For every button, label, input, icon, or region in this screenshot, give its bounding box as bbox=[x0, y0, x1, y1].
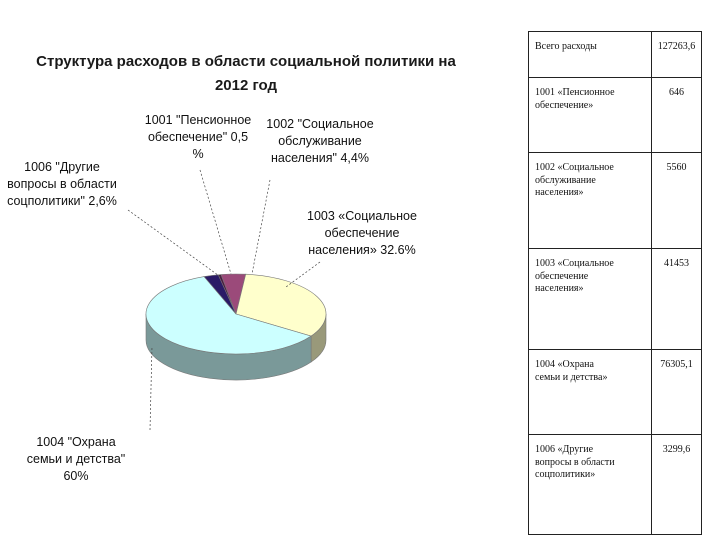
row-value: 646 bbox=[652, 78, 702, 153]
row-value: 5560 bbox=[652, 153, 702, 249]
pie-slices bbox=[146, 274, 326, 354]
table-row bbox=[529, 32, 702, 78]
leader-line-1002 bbox=[252, 180, 270, 274]
slice-label-1004: семьи и детства" bbox=[26, 452, 126, 466]
row-name-line: населения» bbox=[535, 187, 584, 198]
table-row bbox=[529, 350, 702, 435]
slice-label-1004: 1004 "Охрана bbox=[36, 435, 116, 449]
row-name-line: населения» bbox=[535, 283, 584, 294]
slice-label-1001: 1001 "Пенсионное bbox=[144, 113, 252, 127]
slice-label-1003: 1003 «Социальное bbox=[307, 209, 417, 223]
table-row bbox=[529, 153, 702, 249]
slice-label-1002: 1002 "Социальное bbox=[266, 117, 374, 131]
table-row bbox=[529, 249, 702, 350]
row-name-line: 1001 «Пенсионное bbox=[535, 87, 615, 98]
slice-label-1001: % bbox=[192, 147, 204, 161]
leader-line-1001 bbox=[200, 170, 231, 274]
row-name-line: 1002 «Социальное bbox=[535, 162, 614, 173]
leader-line-1004 bbox=[150, 346, 152, 430]
row-name bbox=[529, 435, 652, 535]
chart-title-line-2: 2012 год bbox=[214, 77, 278, 94]
slice-label-1003: обеспечение bbox=[324, 226, 400, 240]
row-name-line: 1006 «Другие bbox=[535, 444, 594, 455]
slice-label-1003: населения» 32.6% bbox=[308, 243, 416, 257]
row-value: 41453 bbox=[652, 249, 702, 350]
slice-label-1006: 1006 "Другие bbox=[24, 160, 100, 174]
expenses-table bbox=[528, 31, 702, 535]
row-name-line: 1004 «Охрана bbox=[535, 359, 594, 370]
row-name-line: соцполитики» bbox=[535, 469, 596, 480]
slice-label-1004: 60% bbox=[63, 469, 89, 483]
slice-label-1001: обеспечение" 0,5 bbox=[147, 130, 249, 144]
row-name bbox=[529, 249, 652, 350]
row-value: 3299,6 bbox=[652, 435, 702, 535]
row-name-line: Всего расходы bbox=[535, 41, 597, 52]
chart-title-line-1: Структура расходов в области социальной политики на bbox=[36, 53, 456, 70]
row-name-line: обслуживание bbox=[535, 174, 596, 186]
table-row bbox=[529, 78, 702, 153]
slice-label-1006: вопросы в области bbox=[7, 177, 117, 191]
row-name-line: обеспечение» bbox=[535, 99, 594, 111]
slice-label-1002: обслуживание bbox=[278, 134, 362, 148]
table-row bbox=[529, 435, 702, 535]
row-name-line: обеспечение bbox=[535, 270, 589, 282]
row-name-line: вопросы в области bbox=[535, 456, 615, 468]
row-name-line: семьи и детства» bbox=[535, 371, 608, 383]
row-name bbox=[529, 32, 652, 78]
row-name bbox=[529, 78, 652, 153]
row-value: 127263,6 bbox=[652, 32, 702, 78]
leader-line-1006 bbox=[128, 210, 222, 278]
row-name bbox=[529, 153, 652, 249]
row-name bbox=[529, 350, 652, 435]
slice-label-1006: соцполитики" 2,6% bbox=[7, 194, 117, 208]
row-value: 76305,1 bbox=[652, 350, 702, 435]
row-name-line: 1003 «Социальное bbox=[535, 258, 614, 269]
slice-label-1002: населения" 4,4% bbox=[271, 151, 369, 165]
